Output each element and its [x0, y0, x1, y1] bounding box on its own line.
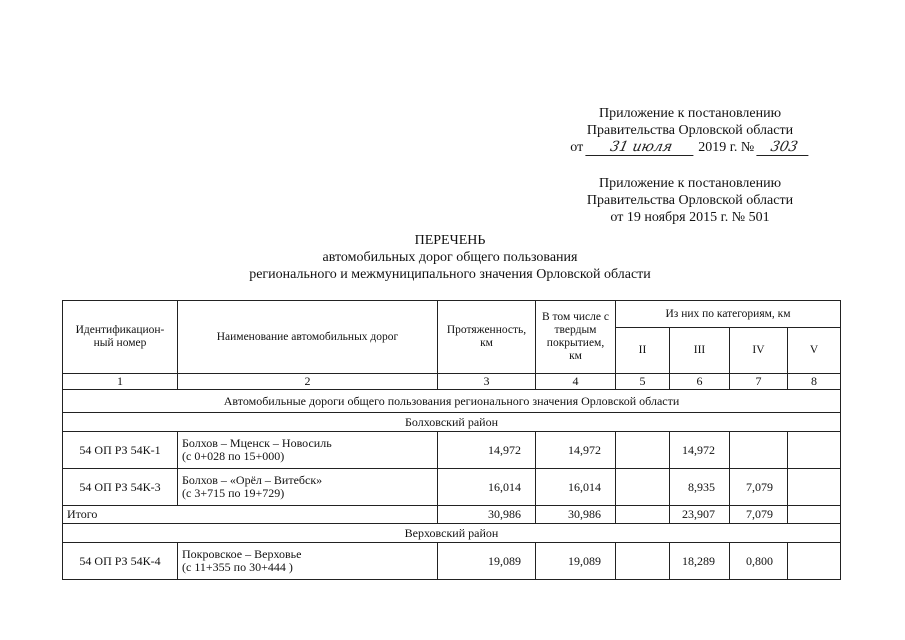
road-id: 54 ОП РЗ 54К-1 [63, 432, 178, 469]
total-label: Итого [63, 506, 178, 524]
road-cat5 [788, 543, 841, 580]
road-hard-surface: 16,014 [536, 469, 616, 506]
road-cat3: 14,972 [670, 432, 730, 469]
appendix-old-line1: Приложение к постановлению [598, 176, 782, 191]
header-cat3: III [670, 328, 730, 374]
column-number: 5 [616, 374, 670, 390]
handwritten-number: 303 [756, 140, 811, 156]
column-number-row [63, 374, 841, 390]
header-id: Идентификацион-ный номер [63, 301, 178, 374]
header-name: Наименование автомобильных дорог [178, 301, 438, 374]
header-categories: Из них по категориям, км [616, 301, 841, 328]
header-length: Протяженность, км [438, 301, 536, 374]
appendix-new-line1: Приложение к постановлению [598, 106, 782, 121]
total-blank [178, 506, 438, 524]
table-header-row [63, 301, 841, 328]
total-cat5 [788, 506, 841, 524]
appendix-new-block [560, 105, 820, 156]
road-cat2 [616, 432, 670, 469]
road-cat2 [616, 469, 670, 506]
total-row [63, 506, 841, 524]
appendix-old-block [560, 175, 820, 226]
road-cat2 [616, 543, 670, 580]
total-length: 30,986 [438, 506, 536, 524]
road-name [178, 469, 438, 506]
district-name: Болховский район [63, 413, 841, 432]
column-number: 2 [178, 374, 438, 390]
column-number: 7 [730, 374, 788, 390]
road-length: 14,972 [438, 432, 536, 469]
header-cat2: II [616, 328, 670, 374]
road-name-line1: Болхов – Мценск – Новосиль [182, 436, 332, 450]
district-name: Верховский район [63, 524, 841, 543]
road-length: 16,014 [438, 469, 536, 506]
heading-line2: автомобильных дорог общего пользования [322, 250, 578, 265]
roads-table [62, 300, 841, 580]
road-name-line2: (с 3+715 по 19+729) [182, 486, 285, 500]
road-name-line2: (с 11+355 по 30+444 ) [182, 560, 293, 574]
road-name-line1: Покровское – Верховье [182, 547, 302, 561]
appendix-old-line3: от 19 ноября 2015 г. № 501 [610, 210, 770, 225]
district-row [63, 524, 841, 543]
table-row [63, 543, 841, 580]
road-name [178, 543, 438, 580]
section-row [63, 390, 841, 413]
road-name-line2: (с 0+028 по 15+000) [182, 449, 285, 463]
road-cat5 [788, 432, 841, 469]
district-row [63, 413, 841, 432]
total-hard-surface: 30,986 [536, 506, 616, 524]
appendix-old-line2: Правительства Орловской области [586, 193, 794, 208]
table-row [63, 469, 841, 506]
column-number: 8 [788, 374, 841, 390]
date-prefix: от [570, 140, 584, 155]
total-cat4: 7,079 [730, 506, 788, 524]
road-cat3: 18,289 [670, 543, 730, 580]
column-number: 1 [63, 374, 178, 390]
road-id: 54 ОП РЗ 54К-3 [63, 469, 178, 506]
road-cat5 [788, 469, 841, 506]
road-length: 19,089 [438, 543, 536, 580]
document-heading [150, 232, 750, 283]
road-name [178, 432, 438, 469]
date-year: 2019 г. № [698, 140, 755, 155]
road-id: 54 ОП РЗ 54К-4 [63, 543, 178, 580]
section-title: Автомобильные дороги общего пользования регионального значения Орловской области [63, 390, 841, 413]
handwritten-date: 31 июля [585, 140, 696, 156]
header-cat4: IV [730, 328, 788, 374]
road-hard-surface: 14,972 [536, 432, 616, 469]
column-number: 3 [438, 374, 536, 390]
road-hard-surface: 19,089 [536, 543, 616, 580]
header-cat5: V [788, 328, 841, 374]
heading-title: ПЕРЕЧЕНЬ [414, 233, 486, 248]
total-cat3: 23,907 [670, 506, 730, 524]
header-hard-surface: В том числе с твердым покрытием, км [536, 301, 616, 374]
road-cat3: 8,935 [670, 469, 730, 506]
column-number: 6 [670, 374, 730, 390]
appendix-new-date-line [560, 139, 820, 156]
road-cat4: 0,800 [730, 543, 788, 580]
road-cat4: 7,079 [730, 469, 788, 506]
table-row [63, 432, 841, 469]
appendix-new-line2: Правительства Орловской области [586, 123, 794, 138]
total-cat2 [616, 506, 670, 524]
heading-line3: регионального и межмуниципального значения Орловской области [249, 267, 651, 282]
column-number: 4 [536, 374, 616, 390]
road-cat4 [730, 432, 788, 469]
road-name-line1: Болхов – «Орёл – Витебск» [182, 473, 323, 487]
